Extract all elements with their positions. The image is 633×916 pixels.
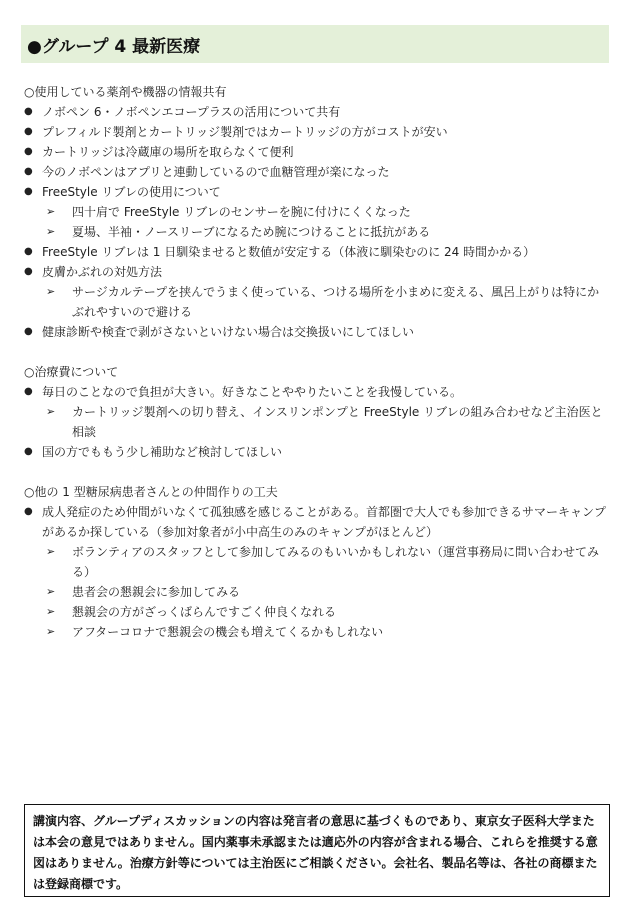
sub-item: ➢ 四十肩で FreeStyle リブレのセンサーを腕に付けにくくなった bbox=[24, 202, 609, 222]
list-item: ● 今のノボペンはアプリと連動しているので血糖管理が楽になった bbox=[24, 162, 609, 182]
list-item: ● 健康診断や検査で剥がさないといけない場合は交換扱いにしてほしい bbox=[24, 322, 609, 342]
list-item: ● 毎日のことなので負担が大きい。好きなことややりたいことを我慢している。 bbox=[24, 382, 609, 402]
discussion-content bbox=[24, 82, 609, 642]
sub-item: ➢ 夏場、半袖・ノースリーブになるため腕につけることに抵抗がある bbox=[24, 222, 609, 242]
header-title: ●グループ 4 最新医療 bbox=[27, 36, 201, 57]
list-item: ● プレフィルド製剤とカートリッジ製剤ではカートリッジの方がコストが安い bbox=[24, 122, 609, 142]
sub-item: ➢ 懇親会の方がざっくばらんですごく仲良くなれる bbox=[24, 602, 609, 622]
section-title: ○他の 1 型糖尿病患者さんとの仲間作りの工夫 bbox=[24, 485, 278, 499]
section-header bbox=[21, 25, 609, 63]
list-item: ● 皮膚かぶれの対処方法 bbox=[24, 262, 609, 282]
disclaimer-text: 講演内容、グループディスカッションの内容は発言者の意思に基づくものであり、東京女子医科大学または本会の意見ではありません。国内薬事未承認または適応外の内容が含まれる場合、これらを推奨する意図はありません。治療方針等については主治医にご相談ください。会社名、製品名等は、各社の商標または登録商標です。 bbox=[33, 814, 598, 891]
list-item: ● 成人発症のため仲間がいなくて孤独感を感じることがある。首都圏で大人でも参加できるサマーキャンプがあるか探している（参加対象者が小中高生のみのキャンプがほとんど） bbox=[24, 502, 609, 542]
disclaimer-box bbox=[24, 804, 610, 897]
list-item: ● ノボペン 6・ノボペンエコープラスの活用について共有 bbox=[24, 102, 609, 122]
sub-item: ➢ アフターコロナで懇親会の機会も増えてくるかもしれない bbox=[24, 622, 609, 642]
sub-item: ➢ ボランティアのスタッフとして参加してみるのもいいかもしれない（運営事務局に問い合わせてみる） bbox=[24, 542, 609, 582]
list-item: ● 国の方でももう少し補助など検討してほしい bbox=[24, 442, 609, 462]
section-drug-info bbox=[24, 82, 609, 342]
section-spacer bbox=[24, 462, 609, 482]
section-title: ○使用している薬剤や機器の情報共有 bbox=[24, 85, 227, 99]
section-peer-network bbox=[24, 482, 609, 642]
section-spacer bbox=[24, 342, 609, 362]
section-title: ○治療費について bbox=[24, 365, 119, 379]
section-treatment-cost bbox=[24, 362, 609, 462]
list-item: ● カートリッジは冷蔵庫の場所を取らなくて便利 bbox=[24, 142, 609, 162]
sub-item: ➢ サージカルテープを挟んでうまく使っている、つける場所を小まめに変える、風呂上がりは特にかぶれやすいので避ける bbox=[24, 282, 609, 322]
list-item: ● FreeStyle リブレの使用について bbox=[24, 182, 609, 202]
sub-item: ➢ カートリッジ製剤への切り替え、インスリンポンプと FreeStyle リブレの組み合わせなど主治医と相談 bbox=[24, 402, 609, 442]
sub-item: ➢ 患者会の懇親会に参加してみる bbox=[24, 582, 609, 602]
list-item: ● FreeStyle リブレは 1 日馴染ませると数値が安定する（体液に馴染むのに 24 時間かかる） bbox=[24, 242, 609, 262]
